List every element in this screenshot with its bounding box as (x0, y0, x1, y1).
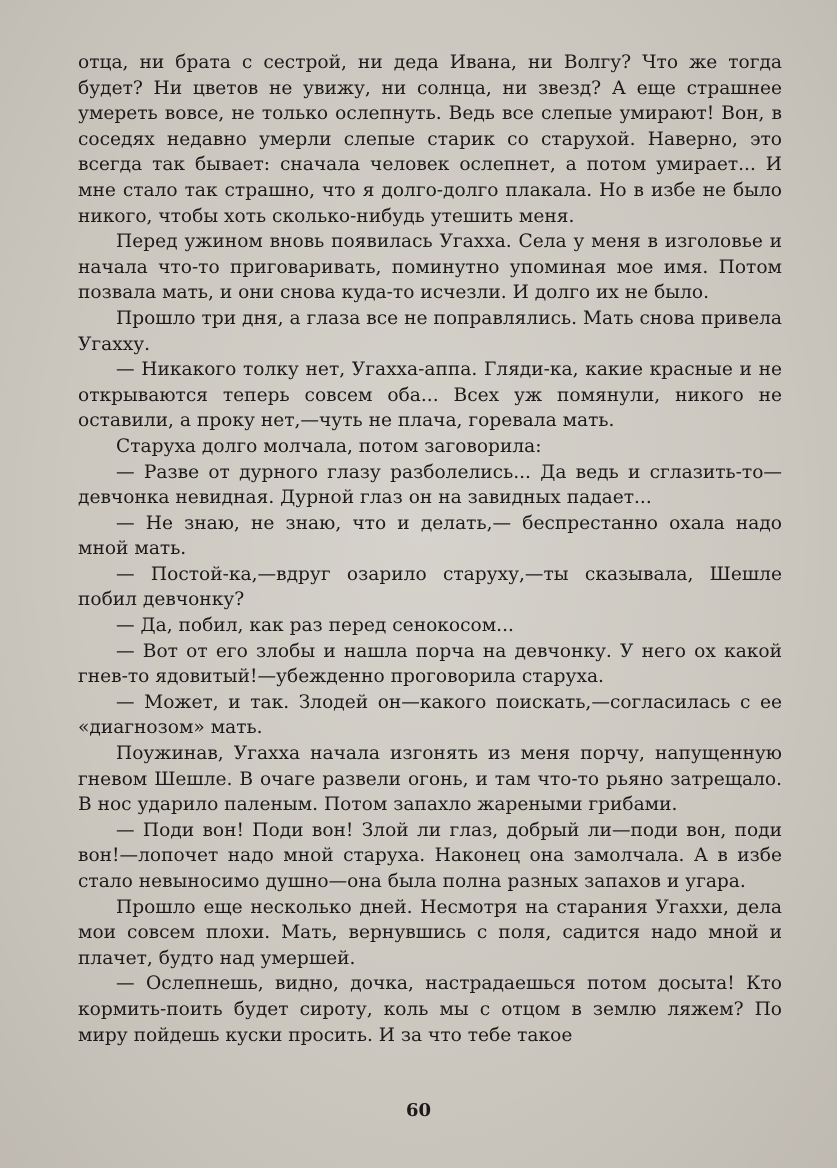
paragraph: Поужинав, Угахха начала изгонять из меня порчу, напущенную гневом Шешле. В очаге развели огонь, и там что-то рьяно затрещало. В нос ударило паленым. Потом запахло жареными грибами. (78, 743, 782, 816)
dialogue-line: — Может, и так. Злодей он—какого поискать,—согласилась с ее «диагнозом» мать. (78, 691, 782, 739)
dialogue-line: — Да, побил, как раз перед сенокосом... (116, 615, 514, 637)
paragraph: Перед ужином вновь появилась Угахха. Села у меня в изголовье и начала что-то приговаривать, поминутно упоминая мое имя. Потом позвала мать, и они снова куда-то исчезли. И долго их не было. (78, 231, 782, 304)
dialogue-line: — Вот от его злобы и нашла порча на девчонку. У него ох какой гнев-то ядовитый!—убежденно проговорила старуха. (78, 640, 782, 688)
paragraph-continued: отца, ни брата с сестрой, ни деда Ивана, ни Волгу? Что же тогда будет? Ни цветов не увижу, ни солнца, ни звезд? А еще страшнее умереть вовсе, не только ослепнуть. Ведь все слепые умирают! Вон, в соседях недавно умерли слепые старик со старухой. Наверно, это всегда так бывает: сначала человек ослепнет, а потом умирает... И мне стало так страшно, что я долго-долго плакала. Но в избе не было никого, чтобы хоть сколько-нибудь утешить меня. (78, 52, 782, 227)
paragraph: Прошло еще несколько дней. Несмотря на старания Угаххи, дела мои совсем плохи. Мать, вернувшись с поля, садится надо мной и плачет, будто над умершей. (78, 896, 782, 969)
dialogue-line: — Не знаю, не знаю, что и делать,— беспрестанно охала надо мной мать. (78, 512, 782, 560)
body-text (78, 50, 782, 1048)
dialogue-line: — Ослепнешь, видно, дочка, настрадаешься потом досыта! Кто кормить-поить будет сироту, коль мы с отцом в землю ляжем? По миру пойдешь куски просить. И за что тебе такое (78, 973, 782, 1046)
dialogue-line: — Поди вон! Поди вон! Злой ли глаз, добрый ли—поди вон, поди вон!—лопочет надо мной старуха. Наконец она замолчала. А в избе стало невыносимо душно—она была полна разных запахов и угара. (78, 819, 782, 892)
page-number: 60 (405, 1100, 432, 1121)
paragraph: Прошло три дня, а глаза все не поправлялись. Мать снова привела Угахху. (78, 307, 782, 355)
dialogue-line: — Никакого толку нет, Угахха-аппа. Гляди-ка, какие красные и не открываются теперь совсем оба... Всех уж помянули, никого не оставили, а проку нет,—чуть не плача, горевала мать. (78, 359, 782, 432)
dialogue-line: — Разве от дурного глазу разболелись... Да ведь и сглазить-то—девчонка невидная. Дурной глаз он на завидных падает... (78, 461, 782, 509)
paragraph: Старуха долго молчала, потом заговорила: (116, 435, 542, 457)
dialogue-line: — Постой-ка,—вдруг озарило старуху,—ты сказывала, Шешле побил девчонку? (78, 563, 782, 611)
